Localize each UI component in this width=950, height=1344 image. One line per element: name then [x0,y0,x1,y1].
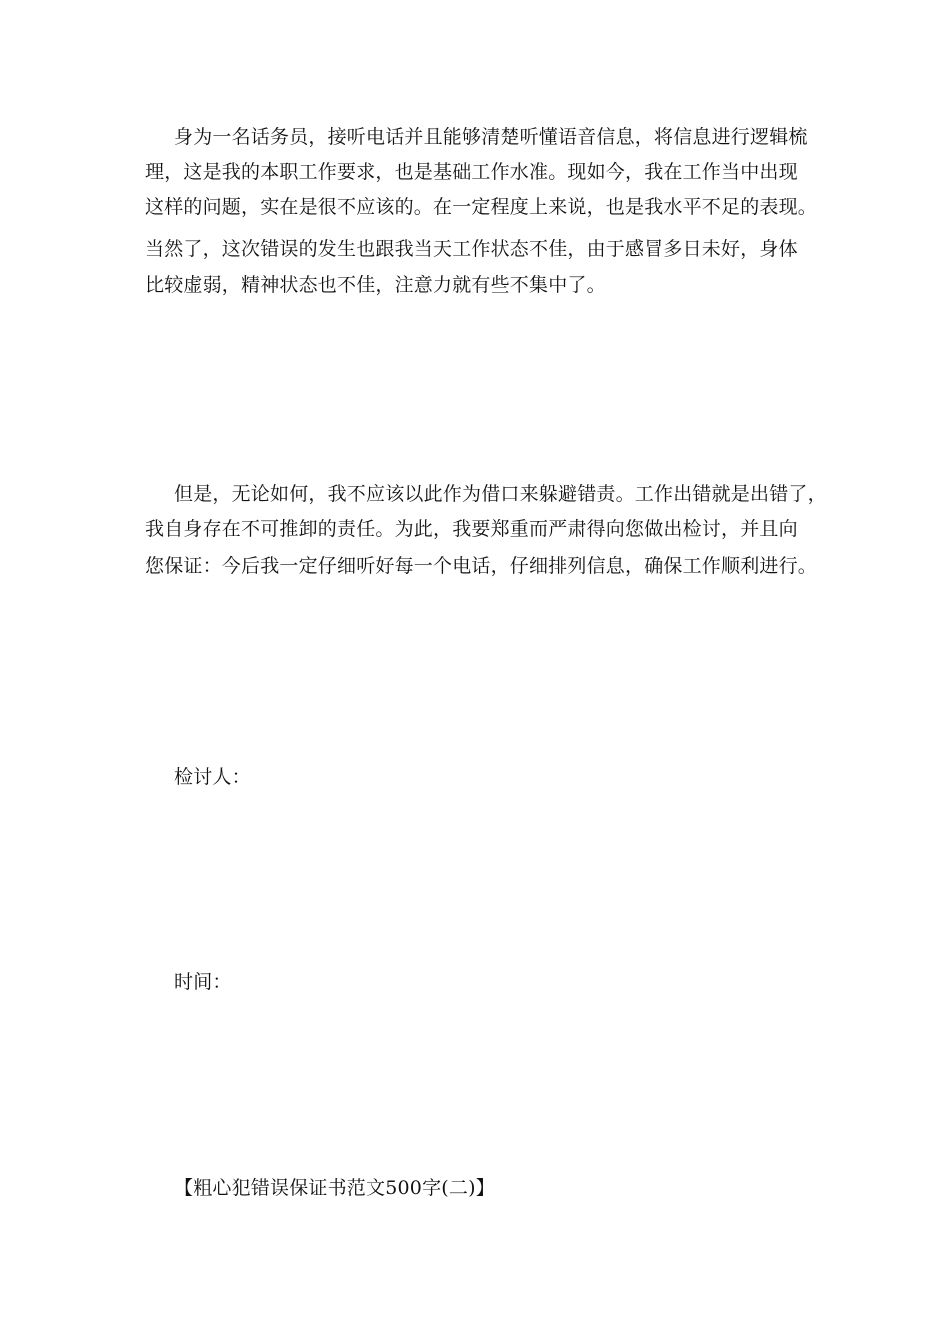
paragraph-1-line-5: 比较虚弱，精神状态也不佳，注意力就有些不集中了。 [145,274,606,296]
paragraph-2-line-2: 我自身存在不可推卸的责任。为此，我要郑重而严肃得向您做出检讨，并且向 [145,518,798,540]
paragraph-2-line-1: 但是，无论如何，我不应该以此作为借口来躲避错责。工作出错就是出错了， [174,483,827,505]
paragraph-1-line-3: 这样的问题，实在是很不应该的。在一定程度上来说，也是我水平不足的表现。 [145,196,818,218]
next-section-title: 【粗心犯错误保证书范文500字(二)】 [174,1177,495,1199]
paragraph-1-line-2: 理，这是我的本职工作要求，也是基础工作水准。现如今，我在工作当中出现 [145,161,798,183]
reviewer-label: 检讨人： [174,766,251,788]
paragraph-1-line-1: 身为一名话务员，接听电话并且能够清楚听懂语音信息，将信息进行逻辑梳 [174,126,808,148]
paragraph-2-line-3: 您保证：今后我一定仔细听好每一个电话，仔细排列信息，确保工作顺利进行。 [145,555,818,577]
paragraph-1-line-4: 当然了，这次错误的发生也跟我当天工作状态不佳，由于感冒多日未好，身体 [145,238,798,260]
time-label: 时间： [174,971,232,993]
